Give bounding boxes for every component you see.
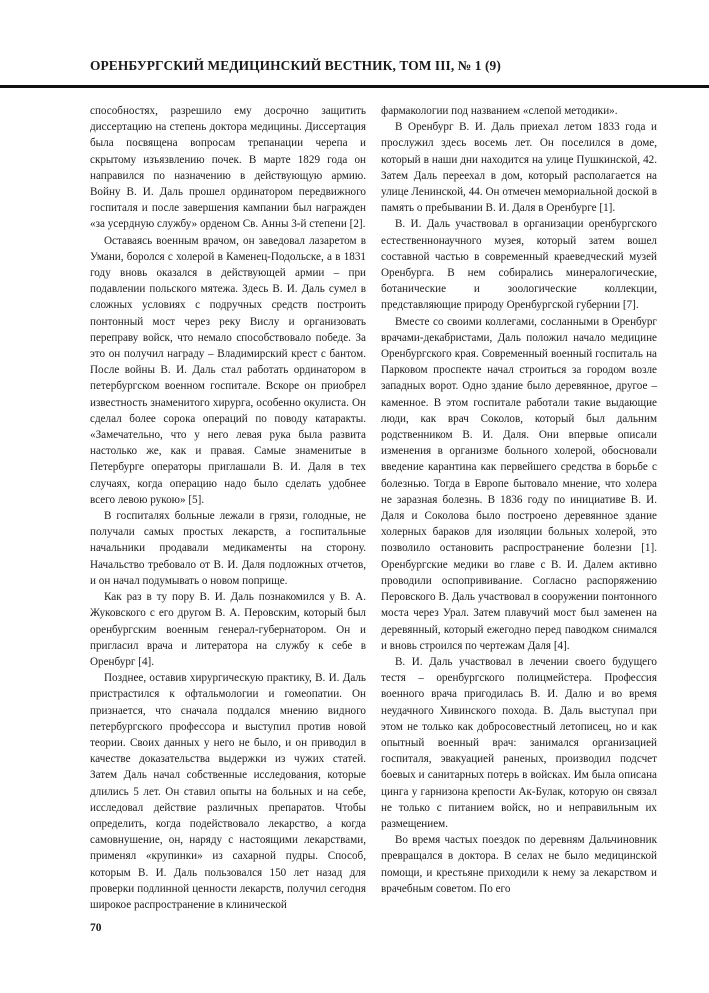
page-number: 70 xyxy=(90,922,102,934)
left-column xyxy=(90,103,366,913)
left-paragraph-5: Позднее, оставив хирургическую практику, В. И. Даль пристрастился к офтальмологии и гомеопатии. Он признается, что сначала поддался мнению видного петербургского профессора и выступил против новой теории. Своих данных у него не было, и он приводил в качестве доказательства выдержки из чужих статей. Затем Даль начал собственные исследования, которые длились 5 лет. Он ставил опыты на больных и на себе, исследовал действие различных препаратов. Чтобы определить, когда подействовало лекарство, а когда самовнушение, он, наряду с настоящими лекарствами, применял «крупинки» из сахарной пудры. Способ, которым В. И. Даль пользовался 150 лет назад для проверки подлинной ценности лекарств, получил сегодня широкое распространение в клинической xyxy=(90,672,366,911)
right-paragraph-3: В. И. Даль участвовал в организации оренбургского естественнонаучного музея, который затем вошел составной частью в современный краеведческий музей Оренбурга. В нем собирались минералогические, ботанические и зоологические коллекции, представляющие природу Оренбургской губернии [7]. xyxy=(381,218,657,312)
left-paragraph-3: В госпиталях больные лежали в грязи, голодные, не получали самых простых лекарств, а госпитальные начальники продавали медикаменты на сторону. Начальство требовало от В. И. Даля подложных отчетов, и он начал подумывать о новом поприще. xyxy=(90,510,366,587)
right-column xyxy=(381,103,657,897)
right-paragraph-1: фармакологии под названием «слепой методики». xyxy=(381,105,618,117)
right-paragraph-4: Вместе со своими коллегами, сосланными в Оренбург врачами-декабристами, Даль положил начало медицине Оренбургского края. Современный военный госпиталь на Парковом проспекте начал строиться за городом возле западных ворот. Одно здание было деревянное, другое – каменное. В этом госпитале работали такие выдающие люди, как врач Соколов, который был дальним родственником В. И. Даля. Они впервые описали изменения в организме больного холерой, обосновали введение карантина как первейшего средства в борьбе с болезнью. Тогда в Европе бытовало мнение, что холера не заразная болезнь. В 1836 году по инициативе В. И. Даля и Соколова было построено деревянное здание холерных бараков для изоляции больных холерой, это позволило остановить распространение болезни [1]. Оренбургские медики во главе с В. И. Далем активно проводили оспопрививание. Согласно распоряжению Перовского В. Даль участвовал в сооружении понтонного моста через Урал. Затем плавучий мост был заменен на деревянный, который ежегодно перед паводком снимался и вновь строился по чертежам Даля [4]. xyxy=(381,315,657,652)
header-rule xyxy=(0,85,709,88)
left-paragraph-1: способностях, разрешило ему досрочно защитить диссертацию на степень доктора медицины. Диссертация была посвящена вопросам трепанации черепа и скрытому изъязвлению почек. В марте 1829 года он направился по назначению в действующую армию. Войну В. И. Даль прошел ординатором передвижного госпиталя и после завершения кампании был награжден «за усердную службу» орденом Св. Анны 3-й степени [2]. xyxy=(90,105,366,231)
left-paragraph-4: Как раз в ту пору В. И. Даль познакомился у В. А. Жуковского с его другом В. А. Перовским, который был оренбургским военным генерал-губернатором. Он и пригласил врача и литератора на службу к себе в Оренбург [4]. xyxy=(90,591,366,668)
left-paragraph-2: Оставаясь военным врачом, он заведовал лазаретом в Умани, боролся с холерой в Каменец-Подольске, а в 1831 году вновь оказался в действующей армии – при подавлении польского мятежа. Здесь В. И. Даль сумел в сложных условиях с подручных средств построить понтонный мост через реку Вислу и организовать переправу войск, что немало способствовало победе. За это он получил награду – Владимирский крест с бантом. После войны В. И. Даль стал работать ординатором в петербургском военном госпитале. Вскоре он приобрел известность знаменитого хирурга, особенно окулиста. Он сделал более сорока операций по поводу катаракты. «Замечательно, что у него левая рука была развита настолько же, как и правая. Самые знаменитые в Петербурге операторы приглашали В. И. Даля в тех случаях, когда операцию надо было сделать удобнее всего левою рукою» [5]. xyxy=(90,234,366,506)
right-paragraph-5: В. И. Даль участвовал в лечении своего будущего тестя – оренбургского полицмейстера. Профессия военного врача пригодилась В. И. Далю и во время неудачного Хивинского похода. В. Даль выступал при этом не только как добросовестный летописец, но и как опытный военный врач: занимался организацией госпиталя, эвакуацией раненых, производил подсчет боевых и санитарных потерь в войсках. Им была описана цинга у гарнизона крепости Ак-Булак, которую он связал не только с питанием войск, но и неправильным их размещением. xyxy=(381,655,657,830)
journal-header: ОРЕНБУРГСКИЙ МЕДИЦИНСКИЙ ВЕСТНИК, ТОМ III, № 1 (9) xyxy=(90,58,501,73)
right-paragraph-2: В Оренбург В. И. Даль приехал летом 1833 года и прослужил здесь восемь лет. Он поселился в доме, который в наши дни находится на улице Пушкинской, 42. Затем Даль переехал в дом, который располагается на улице Ленинской, 44. Он отмечен мемориальной доской в память о пребывании В. И. Даля в Оренбурге [1]. xyxy=(381,121,657,215)
right-paragraph-6: Во время частых поездок по деревням Дальчиновник превращался в доктора. В селах не было медицинской помощи, и крестьяне приходили к нему за лекарством и врачебным советом. По его xyxy=(381,834,657,895)
